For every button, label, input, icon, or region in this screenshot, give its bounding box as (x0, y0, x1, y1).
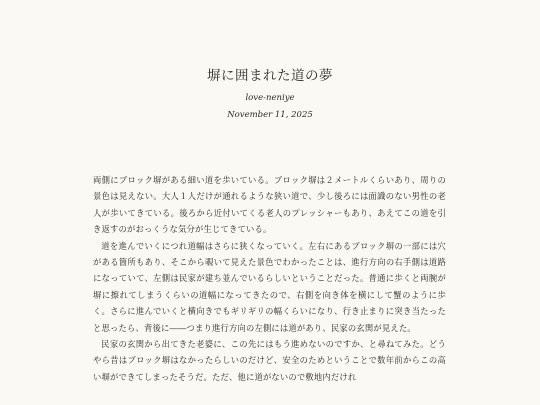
article-date: November 11, 2025 (227, 110, 313, 120)
article-author[interactable]: love-neniye (245, 93, 295, 103)
article-title: 塀に囲まれた道の夢 (207, 68, 333, 84)
paragraph: 両側にブロック塀がある細い道を歩いている。ブロック塀は２メートルくらいあり、周りの景色は見えない。大人１人だけが通れるような狭い道で、少し後ろには面識のない男性の老人が歩いてきている。後ろから近付いてくる老人のプレッシャーもあり、あえてこの道を引き返すのがおっくうな気分が生じてきている。 (93, 175, 446, 235)
article-body (93, 172, 446, 385)
paragraph: 民家の玄関から出てきた老婆に、この先にはもう進めないのですか、と尋ねてみた。どうやら昔はブロック塀はなかったらしいのだけど、安全のためということで数年前からこの高い塀ができてしまったそうだ。ただ、他に道がないので敷地内だけれ (93, 339, 446, 382)
paragraph: 道を進んでいくにつれ道幅はさらに狭くなっていく。左右にあるブロック塀の一部には穴がある箇所もあり、そこから覗いて見えた景色でわかったことは、進行方向の右手側は道路になっていて、左側は民家が建ち並んでいるらしいということだった。普通に歩くと両腕が塀に擦れてしまうくらいの道幅になってきたので、右側を向き体を横にして蟹のように歩く。さらに進んでいくと横向きでもギリギリの幅くらいになり、行き止まりに突き当たったと思ったら、背後に――つまり進行方向の左側には道があり、民家の玄関が見えた。 (93, 240, 446, 333)
